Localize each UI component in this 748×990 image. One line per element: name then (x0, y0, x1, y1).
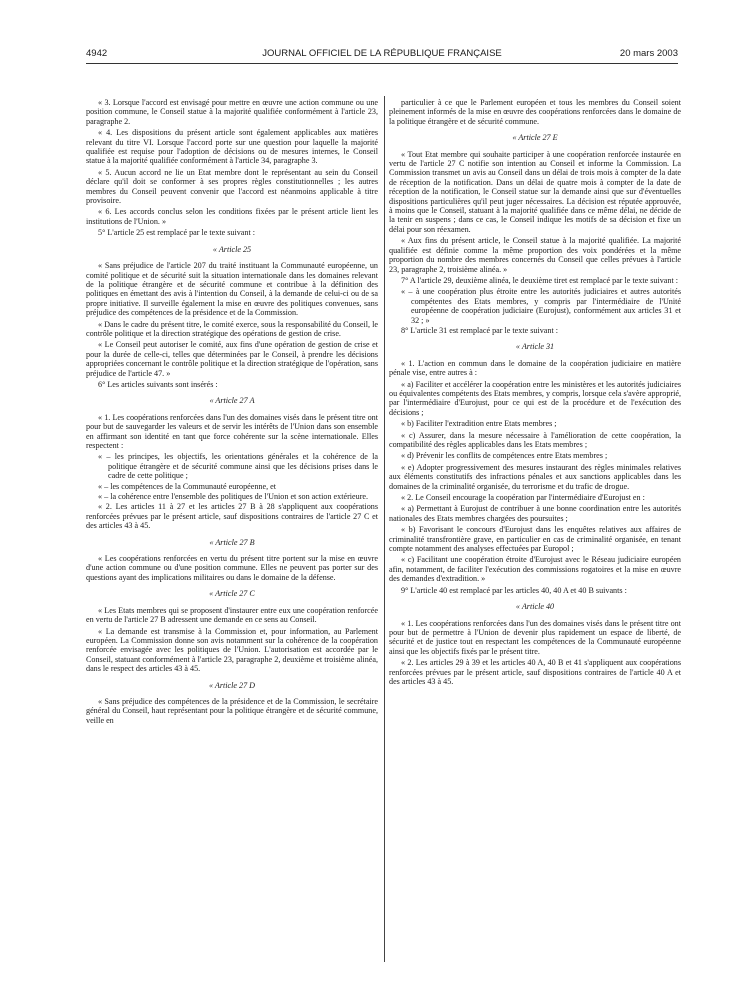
paragraph: « Sans préjudice des compétences de la présidence et de la Commission, le secrétaire général du Conseil, haut représentant pour la politique étrangère et de sécurité commune, veille en (86, 696, 378, 725)
paragraph: « Le Conseil peut autoriser le comité, aux fins d'une opération de gestion de crise et pour la durée de celle-ci, telles que déterminées par le Conseil, à prendre les décisions appropriées concernant le contrôle politique et la direction stratégique de l'opération, sans préjudice de l'article 47. » (86, 340, 378, 378)
article-heading: « Article 27 C (209, 589, 255, 599)
paragraph: « 5. Aucun accord ne lie un Etat membre dont le représentant au sein du Conseil déclare qu'il doit se conformer à ses propres règles constitutionnelles ; les autres membres du Conseil peuvent convenir que l'accord est néanmoins applicable à titre provisoire. (86, 167, 378, 206)
paragraph: « 2. Les articles 29 à 39 et les articles 40 A, 40 B et 41 s'appliquent aux coopérations renforcées prévues par le présent article, sauf dispositions contraires de l'article 40 A et des articles 43 à 45. (389, 658, 681, 686)
paragraph: particulier à ce que le Parlement européen et tous les membres du Conseil soient pleinement informés de la mise en œuvre des coopérations renforcées dans le domaine de la politique étrangère et de sécurité commune. (389, 98, 681, 126)
paragraph: « Sans préjudice de l'article 207 du traité instituant la Communauté européenne, un comité politique et de sécurité suit la situation internationale dans les domaines relevant de la politique étrangère et de sécurité commune et contribue à la définition des politiques en émettant des avis à l'intention du Conseil, à la demande de celui-ci ou de sa propre initiative. Il surveille également la mise en œuvre des politiques convenues, sans préjudice des compétences de la présidence et de la Commission. (86, 261, 378, 318)
paragraph: « c) Assurer, dans la mesure nécessaire à l'amélioration de cette coopération, la compatibilité des règles applicables dans les Etats membres ; (389, 430, 681, 449)
paragraph: « a) Permettant à Eurojust de contribuer à une bonne coordination entre les autorités nationales des Etats membres chargées des poursuites ; (389, 504, 681, 523)
paragraph: « c) Facilitant une coopération étroite d'Eurojust avec le Réseau judiciaire européen afin, notamment, de faciliter l'exécution des commissions rogatoires et la mise en œuvre des demandes d'extradition. » (389, 555, 681, 584)
paragraph: « 1. L'action en commun dans le domaine de la coopération judiciaire en matière pénale vise, entre autres à : (389, 358, 681, 378)
left-column (86, 98, 378, 727)
header-rule (86, 63, 678, 64)
column-divider (384, 96, 385, 962)
paragraph: « 6. Les accords conclus selon les conditions fixées par le présent article lient les institutions de l'Union. » (86, 207, 378, 226)
paragraph: 5° L'article 25 est remplacé par le texte suivant : (98, 228, 255, 238)
paragraph: « b) Faciliter l'extradition entre Etats membres ; (401, 419, 557, 429)
article-heading: « Article 40 (515, 602, 555, 612)
paragraph: 9° L'article 40 est remplacé par les articles 40, 40 A et 40 B suivants : (401, 585, 627, 595)
list-item: « – à une coopération plus étroite entre les autorités judiciaires et autres autorités compétentes des Etats membres, y compris par l'intermédiaire de l'Unité européenne de coopération judiciaire (Eurojust), conformément aux articles 31 et 32 ; » (401, 287, 681, 325)
paragraph: « 1. Les coopérations renforcées dans l'un des domaines visés dans le présent titre ont pour but de permettre à l'Union de devenir plus rapidement un espace de liberté, de sécurité et de justice tout en respectant les compétences de la Communauté européenne ainsi que les objectifs fixés par le présent titre. (389, 618, 681, 656)
article-heading: « Article 31 (515, 342, 555, 352)
paragraph: « 2. Les articles 11 à 27 et les articles 27 B à 28 s'appliquent aux coopérations renforcées prévues par le présent article, sauf dispositions contraires de l'article 27 C et des articles 43 à 45. (86, 502, 378, 531)
page-header (86, 48, 678, 62)
article-heading: « Article 27 A (209, 396, 255, 406)
article-heading: « Article 27 B (209, 537, 255, 547)
paragraph: « b) Favorisant le concours d'Eurojust dans les enquêtes relatives aux affaires de criminalité transfrontière grave, en particulier en cas de criminalité organisée, en tenant compte notamment des analyses effectuées par Europol ; (389, 525, 681, 554)
paragraph: « Tout Etat membre qui souhaite participer à une coopération renforcée instaurée en vertu de l'article 27 C notifie son intention au Conseil et informe la Commission. La Commission transmet un avis au Conseil dans un délai de trois mois à compter de la date de réception de la notification. Dans un délai de quatre mois à compter de la date de réception de la notification, le Conseil statue sur la demande ainsi que sur d'éventuelles dispositions particulières qu'il peut juger nécessaires. La décision est réputée approuvée, à moins que le Conseil, statuant à la majorité qualifiée dans ce même délai, ne décide de la tenir en suspens ; dans ce cas, le Conseil indique les motifs de sa décision et fixe un délai pour son réexamen. (389, 149, 681, 234)
right-column (389, 98, 681, 688)
paragraph: « e) Adopter progressivement des mesures instaurant des règles minimales relatives aux éléments constitutifs des infractions pénales et aux sanctions applicables dans les domaines de la criminalité organisée, du terrorisme et du trafic de drogue. (389, 462, 681, 491)
paragraph: « Les coopérations renforcées en vertu du présent titre portent sur la mise en œuvre d'une action commune ou d'une position commune. Elles ne peuvent pas porter sur des questions ayant des implications militaires ou dans le domaine de la défense. (86, 554, 378, 582)
publication-date: 20 mars 2003 (619, 48, 678, 59)
list-item: « – les principes, les objectifs, les orientations générales et la cohérence de la politique étrangère et de sécurité commune ainsi que les décisions prises dans le cadre de cette politique ; (98, 452, 378, 481)
paragraph: « Les Etats membres qui se proposent d'instaurer entre eux une coopération renforcée en vertu de l'article 27 B adressent une demande en ce sens au Conseil. (86, 605, 378, 625)
paragraph: « a) Faciliter et accélérer la coopération entre les ministères et les autorités judiciaires ou équivalentes compétents des Etats membres, y compris, lorsque cela s'avère approprié, par l'intermédiaire d'Eurojust, pour ce qui est de la procédure et de l'exécution des décisions ; (389, 379, 681, 417)
paragraph: 7° A l'article 29, deuxième alinéa, le deuxième tiret est remplacé par le texte suivant : (401, 275, 679, 285)
paragraph: « 2. Le Conseil encourage la coopération par l'intermédiaire d'Eurojust en : (401, 493, 645, 503)
paragraph: « La demande est transmise à la Commission et, pour information, au Parlement européen. La Commission donne son avis notamment sur la cohérence de la coopération renforcée envisagée avec les politiques de l'Union. L'autorisation est accordée par le Conseil, statuant conformément à l'article 23, paragraphe 2, deuxième et troisième alinéa, dans le respect des articles 43 à 45. (86, 626, 378, 674)
paragraph: « Aux fins du présent article, le Conseil statue à la majorité qualifiée. La majorité qualifiée est définie comme la même proportion des voix pondérées et la même proportion du nombre des membres concernés du Conseil que celles prévues à l'article 23, paragraphe 2, troisième alinéa. » (389, 236, 681, 274)
paragraph: « d) Prévenir les conflits de compétences entre Etats membres ; (401, 451, 608, 461)
journal-title: JOURNAL OFFICIEL DE LA RÉPUBLIQUE FRANÇAISE (262, 48, 502, 59)
article-heading: « Article 27 D (208, 680, 256, 690)
paragraph: « Dans le cadre du présent titre, le comité exerce, sous la responsabilité du Conseil, le contrôle politique et la direction stratégique des opérations de gestion de crise. (86, 319, 378, 338)
paragraph: « 4. Les dispositions du présent article sont également applicables aux matières relevant du titre VI. Lorsque l'accord porte sur une question pour laquelle la majorité qualifiée est requise pour l'adoption de décisions ou de mesures internes, le Conseil statue à la majorité qualifiée conformément à l'article 34, paragraphe 3. (86, 128, 378, 166)
page-number: 4942 (86, 48, 108, 59)
article-heading: « Article 27 E (512, 133, 558, 143)
list-item: « – la cohérence entre l'ensemble des politiques de l'Union et son action extérieure. (98, 492, 369, 502)
paragraph: 6° Les articles suivants sont insérés : (98, 379, 218, 389)
article-heading: « Article 25 (212, 244, 252, 254)
paragraph: « 1. Les coopérations renforcées dans l'un des domaines visés dans le présent titre ont pour but de sauvegarder les valeurs et de servir les intérêts de l'Union dans son ensemble en affirmant son identité en tant que force cohérente sur la scène internationale. Elles respectent : (86, 412, 378, 450)
paragraph: 8° L'article 31 est remplacé par le texte suivant : (401, 325, 558, 335)
list-item: « – les compétences de la Communauté européenne, et (98, 481, 277, 491)
paragraph: « 3. Lorsque l'accord est envisagé pour mettre en œuvre une action commune ou une position commune, le Conseil statue à la majorité qualifiée conformément à l'article 23, paragraphe 2. (86, 98, 378, 126)
